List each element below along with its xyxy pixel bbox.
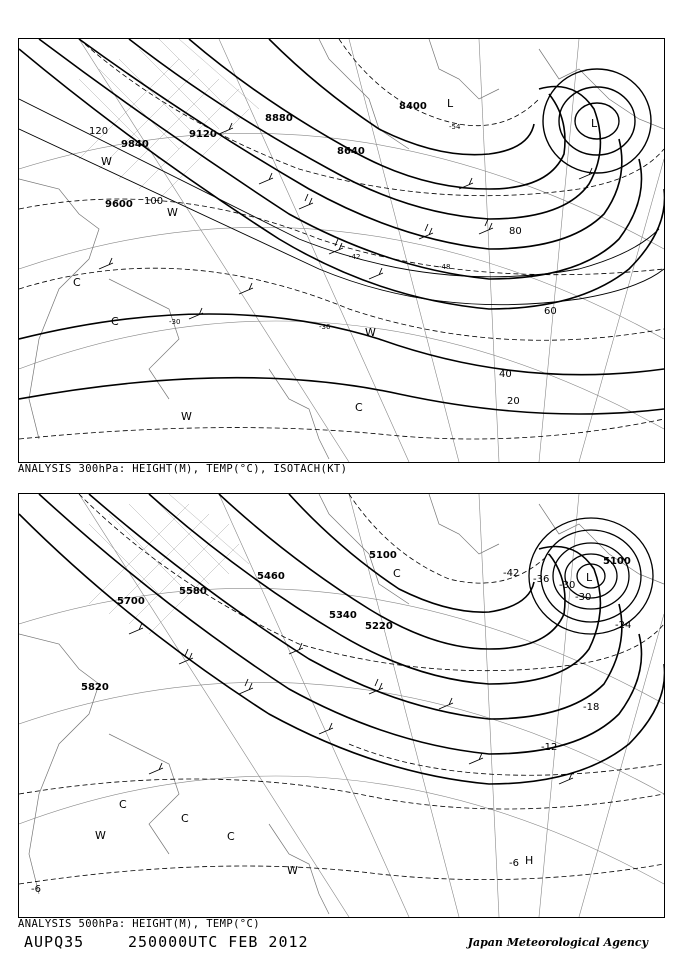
temp-label: -6: [31, 884, 41, 895]
temp-label: -6: [509, 858, 519, 869]
temp-label: -36: [319, 323, 331, 331]
isotach-label: 60: [544, 306, 557, 317]
height-label: 5100: [369, 550, 397, 561]
wind-barbs: [129, 623, 573, 784]
warm-center-marker: W: [101, 155, 112, 168]
cold-center-marker: C: [355, 401, 363, 414]
height-contours: [19, 39, 664, 414]
map-300hpa: [18, 38, 665, 463]
height-label: 8400: [399, 101, 427, 112]
isotach-labels: [89, 126, 557, 407]
height-label: 5340: [329, 610, 357, 621]
map-500hpa: [18, 493, 665, 918]
temp-label: -36: [533, 574, 550, 585]
temp-label: -54: [449, 123, 461, 131]
temp-label: -24: [615, 620, 632, 631]
temp-label: -48: [439, 263, 451, 271]
warm-center-marker: W: [365, 326, 376, 339]
height-label: 5220: [365, 621, 393, 632]
temp-label: -18: [583, 702, 600, 713]
graticule: [19, 494, 664, 917]
chart-500hpa-svg: [19, 494, 664, 917]
isotach-label: 100: [144, 196, 164, 207]
warm-center-marker: W: [181, 410, 192, 423]
low-center-marker: L: [591, 117, 598, 130]
cold-center-marker: C: [119, 798, 127, 811]
low-center-marker: L: [447, 97, 454, 110]
isotach-label: 120: [89, 126, 109, 137]
cold-center-marker: C: [73, 276, 81, 289]
temp-label: -30: [575, 592, 592, 603]
caption-500hpa: ANALYSIS 500hPa: HEIGHT(M), TEMP(°C): [18, 918, 260, 930]
height-label: 5820: [81, 682, 109, 693]
temp-label: -12: [541, 742, 558, 753]
caption-300hpa: ANALYSIS 300hPa: HEIGHT(M), TEMP(°C), ISOTACH(KT): [18, 463, 348, 475]
isotach-label: 20: [507, 396, 520, 407]
cold-center-marker: C: [181, 812, 189, 825]
temp-label: -42: [349, 253, 361, 261]
cold-center-marker: C: [111, 315, 119, 328]
height-contours: [19, 494, 664, 784]
height-label: 8640: [337, 146, 365, 157]
warm-center-marker: W: [95, 829, 106, 842]
pressure-centers: [73, 97, 598, 423]
warm-center-marker: W: [167, 206, 178, 219]
height-label: 9120: [189, 129, 217, 140]
agency-name: Japan Meteorological Agency: [467, 936, 648, 949]
product-code: AUPQ35: [24, 933, 85, 951]
low-center-marker: L: [586, 571, 593, 584]
cold-center-marker: C: [393, 567, 401, 580]
chart-300hpa-svg: [19, 39, 664, 462]
height-label: 5700: [117, 596, 145, 607]
valid-time: 250000UTC FEB 2012: [128, 933, 309, 951]
warm-center-marker: W: [287, 864, 298, 877]
height-label: 5460: [257, 571, 285, 582]
isotach-label: 40: [499, 369, 512, 380]
coastlines: [19, 494, 664, 914]
cold-center-marker: C: [227, 830, 235, 843]
height-label: 9840: [121, 139, 149, 150]
height-label: 5100: [603, 556, 631, 567]
height-labels: [81, 550, 631, 693]
temp-label: -30: [559, 580, 576, 591]
height-label: 9600: [105, 199, 133, 210]
height-label: 8880: [265, 113, 293, 124]
isotherms: [19, 494, 664, 884]
isotach-label: 80: [509, 226, 522, 237]
temp-label: -30: [169, 318, 181, 326]
high-center-marker: H: [525, 854, 534, 867]
temp-label: -42: [503, 568, 520, 579]
height-label: 5580: [179, 586, 207, 597]
